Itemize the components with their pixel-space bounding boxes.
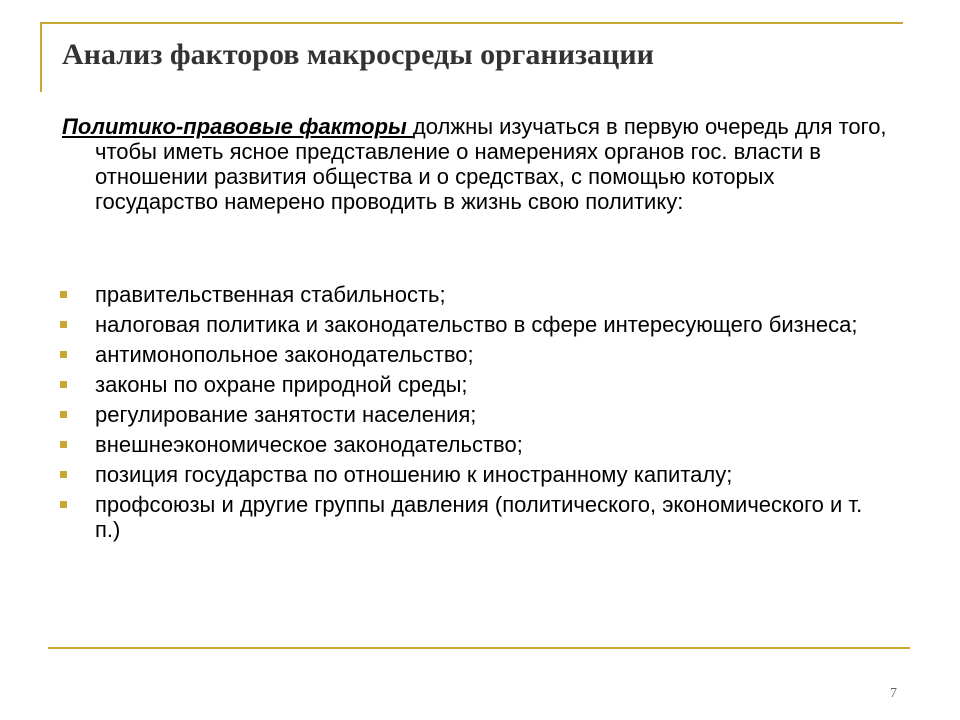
list-item: регулирование занятости населения; xyxy=(58,402,878,427)
square-bullet-icon xyxy=(60,501,67,508)
list-item: профсоюзы и другие группы давления (политического, экономического и т. п.) xyxy=(58,492,878,542)
slide-title: Анализ факторов макросреды организации xyxy=(62,38,654,71)
square-bullet-icon xyxy=(60,351,67,358)
intro-paragraph xyxy=(62,114,895,214)
list-item: законы по охране природной среды; xyxy=(58,372,878,397)
intro-text: должны изучаться в первую очередь для того, чтобы иметь ясное представление о намерениях органов гос. власти в отношении развития общества и о средствах, с помощью которых государство намерено проводить в жизнь свою политику: xyxy=(95,114,887,214)
square-bullet-icon xyxy=(60,321,67,328)
square-bullet-icon xyxy=(60,441,67,448)
left-frame-line xyxy=(40,22,42,92)
intro-lead-phrase: Политико-правовые факторы xyxy=(62,114,413,139)
bullet-list xyxy=(58,282,878,547)
bottom-divider xyxy=(48,647,910,649)
top-frame-line xyxy=(40,22,903,24)
list-item: налоговая политика и законодательство в сфере интересующего бизнеса; xyxy=(58,312,878,337)
list-item: внешнеэкономическое законодательство; xyxy=(58,432,878,457)
square-bullet-icon xyxy=(60,411,67,418)
square-bullet-icon xyxy=(60,381,67,388)
list-item: позиция государства по отношению к иностранному капиталу; xyxy=(58,462,878,487)
square-bullet-icon xyxy=(60,291,67,298)
list-item: правительственная стабильность; xyxy=(58,282,878,307)
list-item: антимонопольное законодательство; xyxy=(58,342,878,367)
square-bullet-icon xyxy=(60,471,67,478)
page-number: 7 xyxy=(890,686,897,701)
